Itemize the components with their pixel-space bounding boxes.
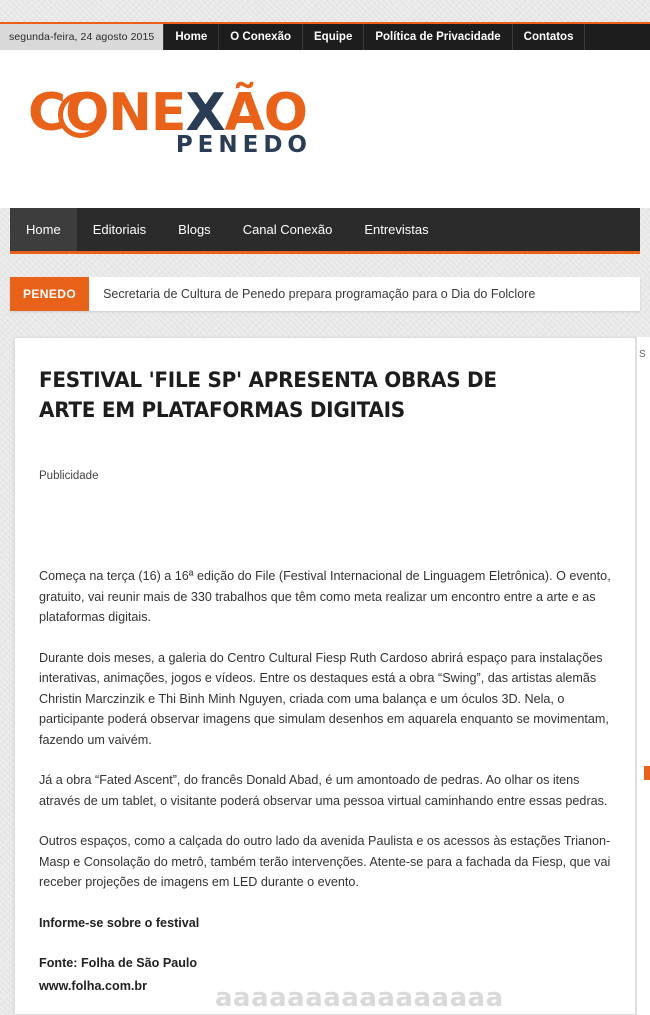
current-date-label: segunda-feira, 24 agosto 2015 — [0, 24, 163, 50]
top-menu-item-home[interactable]: Home — [163, 24, 219, 50]
top-menu-item-politica-de-privacidade[interactable]: Política de Privacidade — [364, 24, 512, 50]
site-logo[interactable] — [28, 83, 318, 168]
top-menu — [163, 24, 585, 50]
article-paragraph-4: Outros espaços, como a calçada do outro lado da avenida Paulista e os acessos às estações Trianon-Masp e Consolação do metrô, também terão intervenções. Atente-se para a fachada da Fiesp, que vai receber projeções de imagens em LED durante o evento. — [39, 834, 611, 889]
bottom-overlay-text: aaaaaaaaaaaaaaaa — [215, 983, 504, 1013]
article-card — [14, 337, 636, 1015]
strip-category-badge: PENEDO — [10, 277, 89, 311]
nav-item-entrevistas[interactable]: Entrevistas — [364, 222, 429, 237]
top-menu-item-contatos[interactable]: Contatos — [513, 24, 586, 50]
article-paragraph-3: Já a obra “Fated Ascent”, do francês Donald Abad, é um amontoado de pedras. Ao olhar os itens através de um tablet, o visitante poderá observar uma pessoa virtual caminhando entre essas pedras. — [39, 773, 608, 808]
breaking-news-strip — [10, 277, 640, 311]
site-header — [0, 50, 650, 208]
article-title: FESTIVAL 'FILE SP' APRESENTA OBRAS DE ARTE EM PLATAFORMAS DIGITAIS — [39, 368, 497, 423]
top-utility-bar — [0, 22, 650, 50]
advertisement-label: Publicidade — [39, 470, 99, 482]
top-menu-item-o-conexao[interactable]: O Conexão — [219, 24, 303, 50]
sidebar-accent-marker — [644, 766, 650, 780]
sidebar-column-sliver — [636, 337, 650, 1015]
nav-item-home[interactable]: Home — [10, 208, 77, 251]
top-menu-item-equipe[interactable]: Equipe — [303, 24, 364, 50]
article-festival-link[interactable]: Informe-se sobre o festival — [39, 915, 200, 930]
nav-item-canal-conexao[interactable]: Canal Conexão — [242, 222, 333, 237]
main-navigation — [10, 208, 640, 254]
strip-headline-link[interactable]: Secretaria de Cultura de Penedo prepara programação para o Dia do Folclore — [103, 287, 536, 301]
site-logo-wordmark: CONEXÃO — [28, 83, 308, 143]
sidebar-column-label: S — [639, 349, 646, 360]
article-paragraph-2: Durante dois meses, a galeria do Centro Cultural Fiesp Ruth Cardoso abrirá espaço para instalações interativas, animações, jogos e vídeos. Entre os destaques está a obra “Swing”, das artistas alemãs Christin Marczinzik e Thi Binh Minh Nguyen, criada com uma balança e um óculos 3D. Nela, o participante poderá observar imagens que simulam desenhos em aquarela enquanto se movimentam, fazendo um vaivém. — [39, 650, 609, 747]
site-logo-subtitle: PENEDO — [175, 132, 312, 158]
article-paragraph-1: Começa na terça (16) a 16ª edição do File (Festival Internacional de Linguagem Eletrônica). O evento, gratuito, vai reunir mais de 330 trabalhos que têm como meta realizar um encontro entre a arte e as plataformas digitais. — [39, 569, 611, 624]
article-source-url[interactable]: www.folha.com.br — [39, 978, 147, 993]
article-source-label: Fonte: Folha de São Paulo — [39, 956, 198, 970]
nav-item-editoriais[interactable]: Editoriais — [92, 222, 147, 237]
nav-item-blogs[interactable]: Blogs — [178, 222, 211, 237]
